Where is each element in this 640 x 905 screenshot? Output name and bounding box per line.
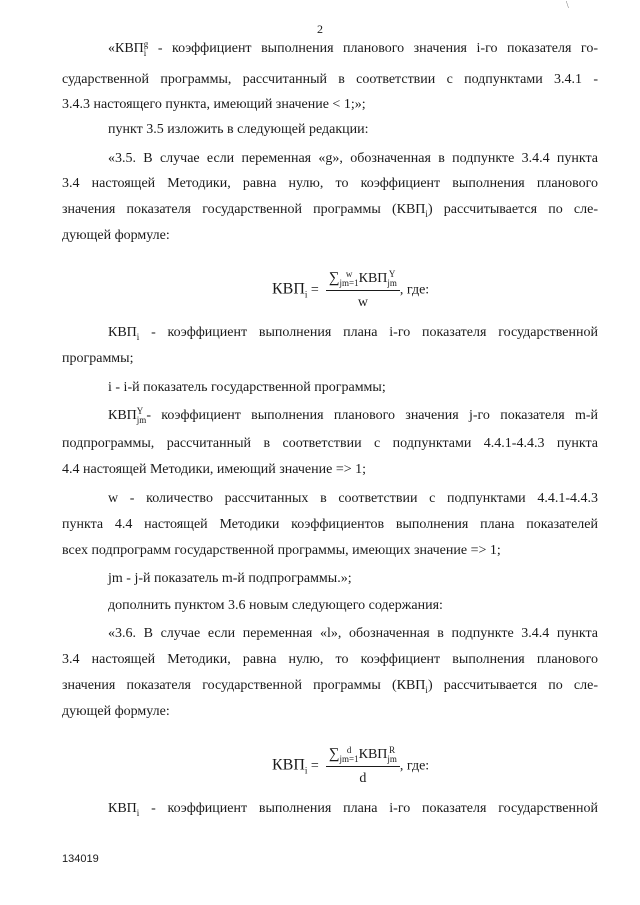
- formula-equals: =: [307, 282, 323, 298]
- text-line: [108, 40, 598, 58]
- text-line: 4.4 настоящей Методики, имеющий значение => 1;: [62, 462, 367, 477]
- subscript: i: [143, 48, 147, 58]
- numerator: [326, 270, 400, 291]
- text-line: подпрограммы, рассчитанный в соответствии с подпунктами 4.4.1-4.4.3 пункта: [62, 436, 598, 451]
- superscript: g: [143, 39, 149, 49]
- superscript: Y: [136, 406, 144, 416]
- formula-tail: , где:: [399, 758, 430, 774]
- text-line: 3.4 настоящей Методики, равна нулю, то коэффициент выполнения планового: [62, 176, 598, 191]
- formula-tail: , где:: [399, 282, 430, 298]
- subscript: i: [425, 684, 428, 695]
- text-line: 3.4.3 настоящего пункта, имеющий значение < 1;»;: [62, 97, 366, 112]
- sum-symbol: ∑: [328, 270, 340, 287]
- sum-symbol: ∑: [328, 746, 340, 763]
- term: КВП: [358, 747, 388, 763]
- stack: [340, 270, 359, 288]
- formula-equals: =: [307, 758, 323, 774]
- subscript: jm=1: [339, 278, 359, 288]
- text-line: программы;: [62, 351, 134, 366]
- formula-lhs: КВП: [272, 280, 305, 298]
- subscript: i: [304, 765, 308, 776]
- subscript: i: [304, 289, 308, 300]
- footer-code: 134019: [62, 853, 99, 865]
- term: КВП: [358, 271, 388, 287]
- text-fragment: - коэффициент выполнения плана i-го показателя государственной: [139, 325, 598, 340]
- formula-lhs: КВП: [272, 756, 305, 774]
- text-fragment: - коэффициент выполнения плана i-го показателя государственной: [139, 801, 598, 816]
- text-line: «3.6. В случае если переменная «l», обозначенная в подпункте 3.4.4 пункта: [108, 626, 598, 641]
- text-fragment: значения показателя государственной программы (КВП: [62, 202, 426, 217]
- page-number: 2: [317, 22, 323, 36]
- text-fragment: КВП: [108, 801, 137, 816]
- numerator: [326, 746, 400, 767]
- superscript: R: [389, 745, 396, 755]
- stack: [340, 746, 359, 764]
- superscript: d: [346, 745, 352, 755]
- text-line: i - i-й показатель государственной программы;: [108, 380, 386, 395]
- text-line: пункта 4.4 настоящей Методики коэффициентов выполнения плана показателей: [62, 517, 598, 532]
- denominator: d: [359, 771, 367, 786]
- superscript: w: [345, 269, 353, 279]
- text-line: [62, 202, 598, 218]
- subscript: jm: [136, 415, 147, 425]
- text-fragment: КВП: [108, 325, 137, 340]
- text-line: [108, 407, 598, 425]
- text-line: пункт 3.5 изложить в следующей редакции:: [108, 122, 369, 137]
- text-fragment: - коэффициент выполнения планового значения i-го показателя го-: [148, 41, 598, 57]
- text-fragment: ) рассчитывается по сле-: [427, 202, 598, 217]
- text-fragment: - коэффициент выполнения планового значения j-го показателя m-й: [146, 408, 598, 424]
- subscript: i: [136, 331, 140, 342]
- text-fragment: «КВП: [108, 41, 144, 57]
- stack: [387, 270, 397, 288]
- text-line: сударственной программы, рассчитанный в соответствии с подпунктами 3.4.1 -: [62, 72, 598, 87]
- subscript: jm=1: [339, 754, 359, 764]
- text-fragment: ) рассчитывается по сле-: [427, 678, 598, 693]
- text-line: «3.5. В случае если переменная «g», обозначенная в подпункте 3.4.4 пункта: [108, 151, 598, 166]
- denominator: w: [357, 295, 368, 310]
- text-fragment: КВП: [108, 408, 137, 424]
- text-line: w - количество рассчитанных в соответствии с подпунктами 4.4.1-4.4.3: [108, 491, 598, 506]
- subscript: i: [425, 208, 428, 219]
- text-line: дующей формуле:: [62, 704, 170, 719]
- corner-mark: \: [566, 0, 569, 11]
- fraction: [326, 746, 400, 787]
- text-line: [62, 678, 598, 694]
- text-fragment: значения показателя государственной программы (КВП: [62, 678, 426, 693]
- stack: [387, 746, 397, 764]
- fraction: [326, 270, 400, 311]
- formula-1: [272, 270, 429, 311]
- subscript: jm: [387, 754, 397, 764]
- superscript: Y: [388, 269, 396, 279]
- stack: [137, 407, 147, 425]
- text-line: всех подпрограмм государственной программы, имеющих значение => 1;: [62, 543, 501, 558]
- text-line: дополнить пунктом 3.6 новым следующего содержания:: [108, 598, 443, 613]
- text-line: 3.4 настоящей Методики, равна нулю, то коэффициент выполнения планового: [62, 652, 598, 667]
- text-line: jm - j-й показатель m-й подпрограммы.»;: [108, 571, 352, 586]
- subscript: i: [136, 807, 140, 818]
- subscript: jm: [387, 278, 397, 288]
- text-line: дующей формуле:: [62, 228, 170, 243]
- formula-2: [272, 746, 429, 787]
- text-line: [108, 325, 598, 341]
- text-line: [108, 801, 598, 817]
